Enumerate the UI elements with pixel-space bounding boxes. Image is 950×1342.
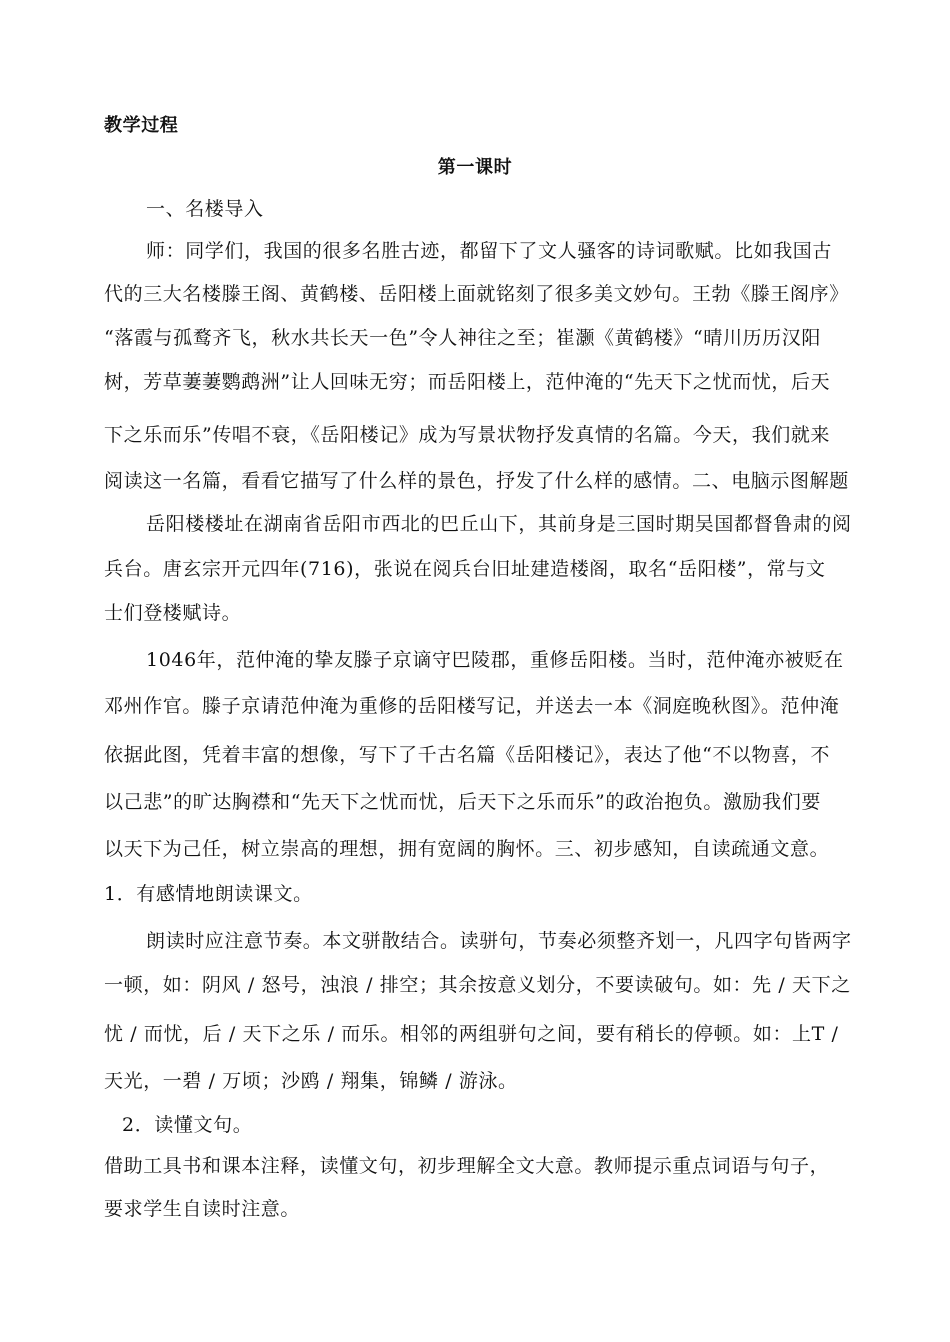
text-line: 师：同学们，我国的很多名胜古迹，都留下了文人骚客的诗词歌赋。比如我国古 <box>146 240 833 262</box>
text-line: 岳阳楼楼址在湖南省岳阳市西北的巴丘山下，其前身是三国时期吴国都督鲁肃的阅 <box>146 513 852 535</box>
text-line: 依据此图，凭着丰富的想像，写下了千古名篇《岳阳楼记》，表达了他“不以物喜，不 <box>104 744 831 766</box>
text-line: 借助工具书和课本注释，读懂文句，初步理解全文大意。教师提示重点词语与句子， <box>104 1155 830 1177</box>
text-line: 忧 / 而忧，后 / 天下之乐 / 而乐。相邻的两组骈句之间，要有稍长的停顿。如：上T / <box>104 1023 839 1045</box>
text-line: 一、名楼导入 <box>146 198 264 220</box>
numbered-item: 1．有感情地朗读课文。 <box>104 883 313 905</box>
text-line: 朗读时应注意节奏。本文骈散结合。读骈句，节奏必须整齐划一，凡四字句皆两字 <box>146 930 852 952</box>
text-line: 要求学生自读时注意。 <box>104 1198 301 1220</box>
numbered-item: 2．读懂文句。 <box>122 1114 253 1136</box>
section-heading: 教学过程 <box>104 115 179 136</box>
text-line: 士们登楼赋诗。 <box>104 602 242 624</box>
text-line: 以天下为己任，树立崇高的理想，拥有宽阔的胸怀。三、初步感知，自读疏通文意。 <box>104 838 830 860</box>
text-line: 邓州作官。滕子京请范仲淹为重修的岳阳楼写记，并送去一本《洞庭晚秋图》。范仲淹 <box>104 695 840 717</box>
text-line: 天光，一碧 / 万顷；沙鸥 / 翔集，锦鳞 / 游泳。 <box>104 1070 518 1092</box>
text-line: 树，芳草萋萋鹦鹉洲”让人回味无穷；而岳阳楼上，范仲淹的“先天下之忧而忧，后天 <box>104 371 831 393</box>
text-line: 阅读这一名篇，看看它描写了什么样的景色，抒发了什么样的感情。二、电脑示图解题 <box>104 470 849 492</box>
text-line: 代的三大名楼滕王阁、黄鹤楼、岳阳楼上面就铭刻了很多美文妙句。王勃《滕王阁序》 <box>104 283 849 305</box>
text-line: 1046年，范仲淹的挚友滕子京谪守巴陵郡，重修岳阳楼。当时，范仲淹亦被贬在 <box>146 649 844 671</box>
text-line: 兵台。唐玄宗开元四年(716)，张说在阅兵台旧址建造楼阁，取名“岳阳楼”，常与文 <box>104 558 826 580</box>
lesson-title: 第一课时 <box>437 157 513 178</box>
text-line: 以己悲”的旷达胸襟和“先天下之忧而忧，后天下之乐而乐”的政治抱负。激励我们要 <box>104 791 821 813</box>
text-line: “落霞与孤鹜齐飞，秋水共长天一色”令人神往之至；崔灏《黄鹤楼》“晴川历历汉阳 <box>104 327 821 349</box>
text-line: 一顿，如：阴风 / 怒号，浊浪 / 排空；其余按意义划分，不要读破句。如：先 / 天下之 <box>104 974 851 996</box>
text-line: 下之乐而乐”传唱不衰，《岳阳楼记》成为写景状物抒发真情的名篇。今天，我们就来 <box>104 424 831 446</box>
